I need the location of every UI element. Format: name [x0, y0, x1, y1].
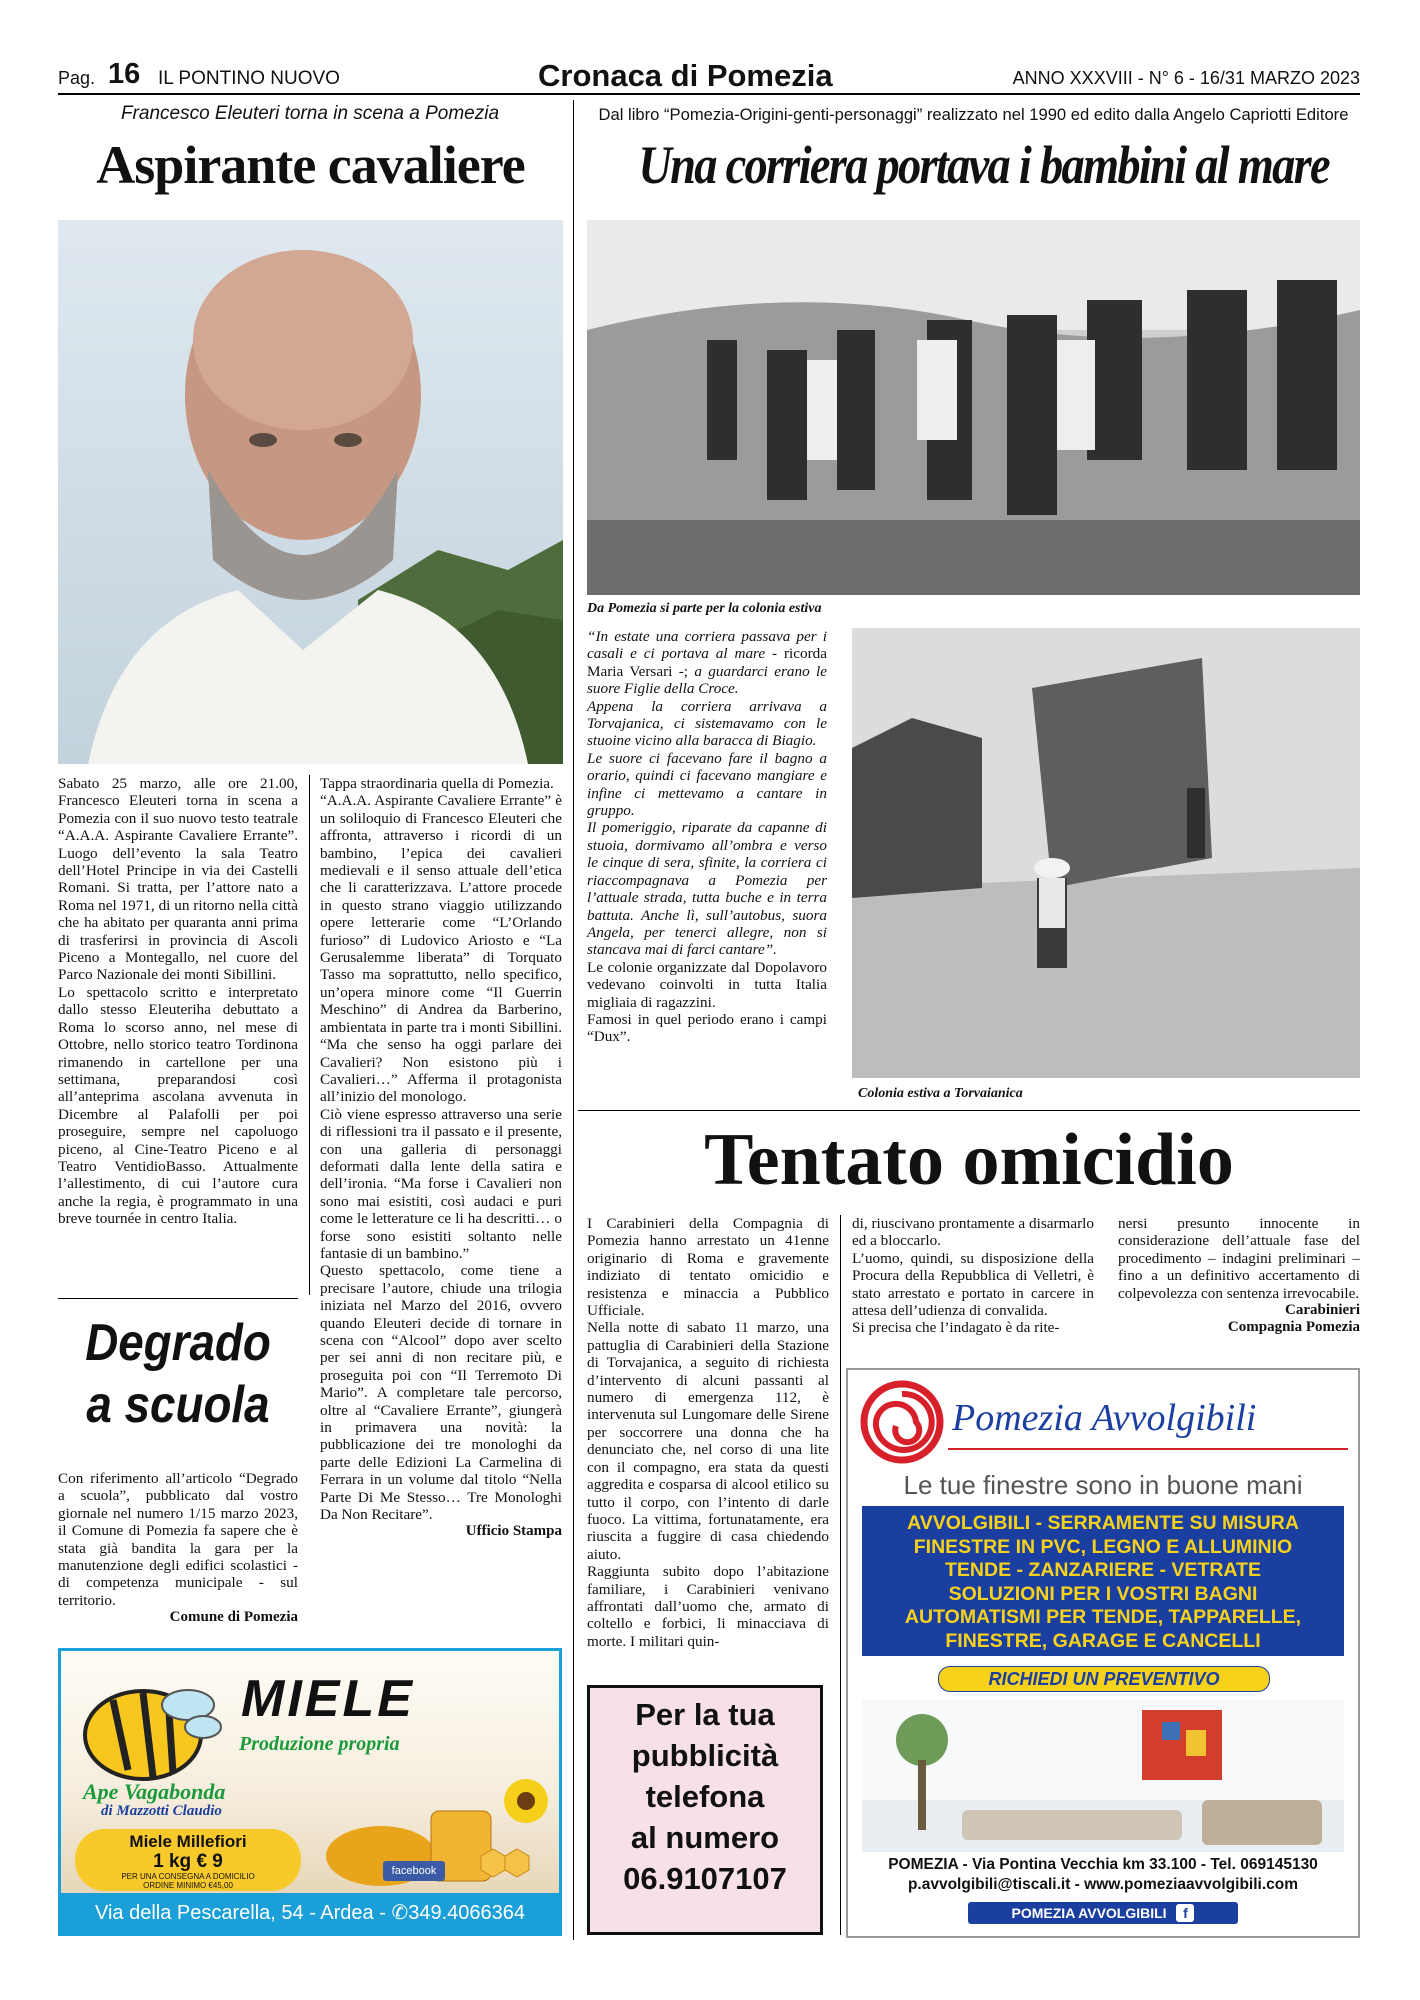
miele-subtitle: Produzione propria: [239, 1733, 400, 1755]
omicidio-column-rule: [840, 1215, 841, 1935]
page-header: [58, 58, 1360, 92]
pubblicita-phone: 06.9107107: [623, 1861, 787, 1896]
omicidio-paragraph: L’uomo, quindi, su disposizione della Procura della Repubblica di Velletri, è stato arrestato e portato in carcere in attesa dell’udienza di convalida.: [852, 1249, 1094, 1320]
main-column-rule: [573, 100, 574, 1940]
facebook-icon-label: facebook: [391, 1865, 437, 1877]
article1-paragraph: Tappa straordinaria quella di Pomezia.: [320, 775, 554, 792]
service-line: AVVOLGIBILI - SERRAMENTE SU MISURA: [907, 1512, 1299, 1534]
article1-paragraph: Sabato 25 marzo, alle ore 21.00, Francesco Eleuteri torna in scena a Pomezia con il suo nuovo testo teatrale “A.A.A. Aspirante Cavaliere Errante”. Luogo dell’evento la sala Teatro dell’Hotel Principe in via dei Castelli Romani. Si tratta, per l’attore nato a Roma nel 1971, di un ritorno nella città che ha abitato per quaranta anni prima di trasferirsi in provincia di Ascoli Piceno a Montegallo, nel cuore del Parco Nazionale dei monti Sibillini.: [58, 775, 298, 984]
article1-paragraph: “A.A.A. Aspirante Cavaliere Errante” è un soliloquio di Francesco Eleuteri che affronta, attraverso i ricordi di un bambino, l’epica dei cavalieri medievali e il senso attuale dell’etica che li caratterizzava. L’attore procede in questo strano viaggio utilizzando opere letterarie come “L’Orlando furioso” di Ludovico Ariosto e “La Gerusalemme liberata” di Torquato Tasso ma soprattutto, nello specifico, un’opera minore come “Il Guerrin Meschino” di Andrea da Barberino, ambientata in parte tra i monti Sibillini. “Ma che senso ha oggi parlare dei Cavalieri? Non esistono più i Cavalieri…” Afferma il protagonista all’inizio del monologo.: [320, 792, 562, 1106]
photo1-caption: Da Pomezia si parte per la colonia estiva: [587, 601, 822, 616]
header-rule: [58, 93, 1360, 95]
article1-title: Aspirante cavaliere: [96, 135, 525, 195]
article2-paragraph: Il pomeriggio, riparate da capanne di stuoia, dormivamo all’ombra e verso le cinque di sera, sfinite, la corriera ci riaccompagnava a Pomezia per l’attuale strada, tutta buche e in terra battuta. Anche lì, sull’autobus, suora Angela, per tenerci allegre, non si stancava mai di farci cantare”.: [587, 819, 827, 959]
article2-quote: [587, 628, 827, 698]
facebook-icon[interactable]: f: [1176, 1904, 1194, 1922]
miele-product: Miele Millefiori: [129, 1832, 247, 1851]
miele-price: 1 kg € 9: [153, 1851, 223, 1872]
omicidio-paragraph: Raggiunta subito dopo l’abitazione familiare, i Carabinieri venivano affrontati dall’uomo che, armato di coltello e forbici, li minacciava di morte. I militari quin-: [587, 1563, 829, 1650]
miele-note2: ORDINE MINIMO €45,00: [143, 1881, 233, 1890]
pubblicita-line: telefona: [645, 1779, 765, 1814]
avvolgibili-contacts: p.avvolgibili@tiscali.it - www.pomeziaavvolgibili.com: [907, 1876, 1299, 1893]
service-line: SOLUZIONI PER I VOSTRI BAGNI: [948, 1582, 1258, 1605]
omicidio-column-2: [852, 1215, 1094, 1337]
omicidio-paragraph: I Carabinieri della Compagnia di Pomezia hanno arrestato un 41enne originario di Roma e gravemente indiziato di tentato omicidio e resistenza e minaccia a Pubblico Ufficiale.: [587, 1215, 829, 1320]
interior-photo: [862, 1700, 1344, 1852]
article1-column-rule: [309, 775, 310, 1295]
degrado-paragraph: Con riferimento all’articolo “Degrado a scuola”, pubblicato dal vostro giornale nel numero 1/15 marzo 2023, il Comune di Pomezia fa sapere che è stata già bandita la gara per la manutenzione degli edifici scolastici - di competenza municipale - sul territorio.: [58, 1470, 298, 1609]
torvaianica-photo: [852, 628, 1360, 1078]
article1-paragraph: Ciò viene espresso attraverso una serie di riflessioni tra il passato e il presente, con una galleria di personaggi deformati dalla lente della satira e dell’ironia. “Ma forse i Cavalieri non sono mai esistiti, così audaci e puri come le letterature ce li ha descritti… o forse sono esistiti soltanto nelle fantasie di un bambino.”: [320, 1105, 562, 1262]
avvolgibili-footer-brand: POMEZIA AVVOLGIBILI: [1011, 1905, 1167, 1921]
page-label: Pag.: [58, 68, 96, 88]
avvolgibili-brand: Pomezia Avvolgibili: [952, 1397, 1257, 1439]
article2-quote-attr: ricorda Maria Versari -;: [587, 645, 827, 680]
omicidio-paragraph: Nella notte di sabato 11 marzo, una pattuglia di Carabinieri della Stazione di Torvajanica, a seguito di richiesta d’intervento di alcuni passanti al numero di emergenza 112, è intervenuta sul Lungomare delle Sirene per soccorrere una donna che ha denunciato che, nel corso di una lite con il compagno, era stata da questi aggredita e cosparsa di alcool etilico su tutto il corpo, con l’intento di darle fuoco. La vittima, fortunatamente, era riuscita a fuggire di casa chiedendo aiuto.: [587, 1319, 829, 1563]
article1-column-1: [58, 775, 298, 1228]
service-line: FINESTRE, GARAGE E CANCELLI: [945, 1629, 1261, 1652]
miele-ad: [58, 1648, 562, 1936]
article2-text: [587, 628, 827, 1046]
article2-kicker: Dal libro “Pomezia-Origini-genti-personaggi” realizzato nel 1990 ed edito dalla Angelo Capriotti Editore: [598, 105, 1349, 124]
facebook-badge[interactable]: [383, 1861, 445, 1881]
avvolgibili-divider: [948, 1448, 1348, 1450]
avvolgibili-ad: [846, 1368, 1360, 1938]
miele-footer: Via della Pescarella, 54 - Ardea - ✆349.4066364: [61, 1893, 559, 1933]
omicidio-top-rule: [578, 1110, 1360, 1111]
article1-signature: Ufficio Stampa: [465, 1523, 562, 1540]
degrado-body: [58, 1470, 298, 1627]
pubblicita-line: al numero: [630, 1820, 780, 1855]
newspaper-name: IL PONTINO NUOVO: [158, 68, 340, 89]
article2-paragraph: Famosi in quel periodo erano i campi “Dux”.: [587, 1010, 827, 1046]
article1-column-2: [320, 775, 562, 1541]
pubblicita-ad: [587, 1685, 823, 1935]
omicidio-paragraph: Si precisa che l’indagato è da rite-: [852, 1319, 1060, 1337]
pubblicita-line: Per la tua: [635, 1697, 775, 1732]
degrado-title: Degrado a scuola: [85, 1314, 271, 1434]
avvolgibili-footer: [968, 1902, 1238, 1924]
avvolgibili-services-panel: [862, 1506, 1344, 1656]
omicidio-paragraph: di, riuscivano prontamente a disarmarlo ed a bloccarlo.: [852, 1215, 1094, 1250]
article2-paragraph: Le suore ci facevano fare il bagno a orario, quindi ci facevano mangiare e infine ci mettevamo a cantare in gruppo.: [587, 749, 827, 820]
article2-quote-rest: a guardarci erano le suore Figlie della Croce.: [587, 662, 827, 698]
service-line: AUTOMATISMI PER TENDE, TAPPARELLE,: [904, 1606, 1302, 1628]
article1-kicker: Francesco Eleuteri torna in scena a Pomezia: [120, 103, 500, 124]
degrado-top-rule: [58, 1298, 298, 1299]
article1-paragraph: Questo spettacolo, come tiene a precisare l’autore, chiude una trilogia iniziata nel Marzo del 2016, ovvero quando Eleuteri decide di tornare in scena con “Alcool” dopo aver scelto per sei anni di non recitare più, e proseguita poi con “Il Terremoto Di Mario”. A completare tale percorso, oltre al “Cavaliere Errante”, giungerà in primavera una novità: la pubblicazione dei tre monologhi da parte delle Edizioni La Carmelina di Ferrara in un volume dal titolo “Nella Parte Di Me Stesso… Tre Monologhi Da Non Recitare”.: [320, 1262, 562, 1524]
article2-title: Una corriera portava i bambini al mare: [638, 135, 1329, 195]
spiral-logo-icon: [860, 1380, 944, 1464]
omicidio-signature-1: Carabinieri: [1285, 1302, 1360, 1319]
omicidio-title: Tentato omicidio: [704, 1119, 1234, 1201]
omicidio-paragraph: nersi presunto innocente in considerazione dell’attuale fase del procedimento – indagini preliminari – fino a un definitivo accertamento di colpevolezza con sentenza irrevocabile.: [1118, 1215, 1360, 1302]
article2-paragraph: Appena la corriera arrivava a Torvajanica, ci sistemavamo con le stuoine vicino alla baracca di Biagio.: [587, 697, 827, 750]
omicidio-column-1: [587, 1215, 829, 1650]
miele-title: MIELE: [241, 1670, 415, 1728]
omicidio-signature-2: Compagnia Pomezia: [1227, 1319, 1360, 1336]
preventivo-button[interactable]: RICHIEDI UN PREVENTIVO: [938, 1666, 1270, 1692]
colonia-group-photo: [587, 220, 1360, 595]
avvolgibili-address: POMEZIA - Via Pontina Vecchia km 33.100 - Tel. 069145130: [888, 1856, 1318, 1873]
page-number: 16: [108, 58, 141, 90]
article1-paragraph: Lo spettacolo scritto e interpretato dallo stesso Eleuteriha debuttato a Roma lo scorso anno, nel mese di Ottobre, nello storico teatro Tordinona rimanendo in cartellone per una settimana, preparandosi così all’anteprima ascolana avvenuta in Dicembre al Palafolli per poi proseguire, sempre nel capoluogo piceno, al Cine-Teatro Piceno e al Teatro VentidioBasso. Attualmente l’allestimento, di cui l’autore cura anche la regia, è programmato in una breve tournée in centro Italia.: [58, 983, 298, 1228]
photo2-caption: Colonia estiva a Torvaianica: [858, 1086, 1023, 1101]
service-line: TENDE - ZANZARIERE - VETRATE: [945, 1559, 1261, 1581]
miele-price-panel: [75, 1829, 301, 1891]
pubblicita-line: pubblicità: [631, 1738, 779, 1773]
miele-brand: Ape Vagabonda: [83, 1779, 226, 1804]
miele-owner: di Mazzotti Claudio: [101, 1803, 222, 1819]
section-title: Cronaca di Pomezia: [538, 58, 833, 93]
miele-note1: PER UNA CONSEGNA A DOMICILIO: [121, 1872, 255, 1881]
portrait-photo: [58, 220, 563, 764]
article2-paragraph: Le colonie organizzate dal Dopolavoro vedevano coinvolti in tutta Italia migliaia di ragazzini.: [587, 958, 827, 1011]
service-line: FINESTRE IN PVC, LEGNO E ALLUMINIO: [913, 1535, 1293, 1558]
degrado-signature: Comune di Pomezia: [169, 1609, 298, 1626]
avvolgibili-slogan: Le tue finestre sono in buone mani: [903, 1470, 1303, 1500]
article2-quote-open: “In estate una corriera passava per i casali e ci portava al mare -: [587, 628, 827, 663]
omicidio-column-3: [1118, 1215, 1360, 1337]
issue-info: ANNO XXXVIII - N° 6 - 16/31 MARZO 2023: [1012, 68, 1360, 88]
